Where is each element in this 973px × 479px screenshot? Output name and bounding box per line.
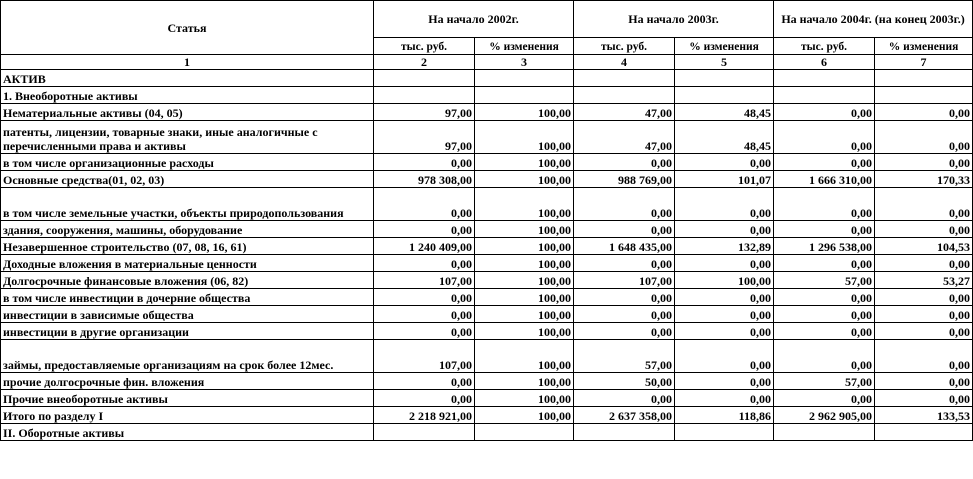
value-2004-pct: 170,33 xyxy=(875,171,973,188)
row-label: патенты, лицензии, товарные знаки, иные аналогичные с перечисленными права и активы xyxy=(1,121,374,154)
table-row xyxy=(1,121,973,154)
unit-pct-2003: % изменения xyxy=(675,38,774,55)
value-2004-rub xyxy=(774,70,875,87)
value-2004-pct: 0,00 xyxy=(875,255,973,272)
value-2004-pct xyxy=(875,424,973,441)
column-number: 4 xyxy=(574,55,675,70)
value-2003-pct: 48,45 xyxy=(675,104,774,121)
value-2004-pct: 0,00 xyxy=(875,104,973,121)
value-2002-pct xyxy=(475,70,574,87)
unit-rub-2003: тыс. руб. xyxy=(574,38,675,55)
row-label: займы, предоставляемые организациям на срок более 12мес. xyxy=(1,340,374,373)
value-2003-pct: 0,00 xyxy=(675,154,774,171)
value-2004-rub: 0,00 xyxy=(774,289,875,306)
row-label: Итого по разделу I xyxy=(1,407,374,424)
row-label: Прочие внеоборотные активы xyxy=(1,390,374,407)
unit-rub-2004: тыс. руб. xyxy=(774,38,875,55)
value-2004-pct: 0,00 xyxy=(875,221,973,238)
value-2002-rub: 0,00 xyxy=(374,154,475,171)
table-row xyxy=(1,289,973,306)
value-2004-rub: 0,00 xyxy=(774,221,875,238)
value-2003-pct: 101,07 xyxy=(675,171,774,188)
value-2004-pct xyxy=(875,87,973,104)
value-2004-rub: 0,00 xyxy=(774,323,875,340)
value-2004-pct: 0,00 xyxy=(875,390,973,407)
column-number: 1 xyxy=(1,55,374,70)
value-2004-rub: 0,00 xyxy=(774,154,875,171)
value-2003-rub: 107,00 xyxy=(574,272,675,289)
value-2002-pct: 100,00 xyxy=(475,154,574,171)
value-2003-rub: 47,00 xyxy=(574,121,675,154)
value-2004-pct: 0,00 xyxy=(875,289,973,306)
value-2003-pct xyxy=(675,424,774,441)
value-2004-pct: 0,00 xyxy=(875,121,973,154)
value-2003-rub: 57,00 xyxy=(574,340,675,373)
table-row xyxy=(1,272,973,289)
table-row xyxy=(1,87,973,104)
value-2002-rub: 97,00 xyxy=(374,104,475,121)
value-2003-rub xyxy=(574,424,675,441)
value-2002-rub: 0,00 xyxy=(374,289,475,306)
value-2004-pct: 0,00 xyxy=(875,373,973,390)
value-2004-rub: 0,00 xyxy=(774,340,875,373)
table-row xyxy=(1,306,973,323)
value-2002-rub: 0,00 xyxy=(374,390,475,407)
value-2003-rub: 47,00 xyxy=(574,104,675,121)
row-label: Нематериальные активы (04, 05) xyxy=(1,104,374,121)
value-2002-rub: 0,00 xyxy=(374,188,475,221)
value-2004-pct: 104,53 xyxy=(875,238,973,255)
value-2002-pct: 100,00 xyxy=(475,407,574,424)
table-row xyxy=(1,373,973,390)
value-2003-rub: 0,00 xyxy=(574,306,675,323)
value-2002-rub: 1 240 409,00 xyxy=(374,238,475,255)
row-label: инвестиции в зависимые общества xyxy=(1,306,374,323)
row-label: в том числе инвестиции в дочерние общества xyxy=(1,289,374,306)
value-2004-pct: 0,00 xyxy=(875,340,973,373)
table-row xyxy=(1,340,973,373)
value-2004-pct: 53,27 xyxy=(875,272,973,289)
period-2003-header: На начало 2003г. xyxy=(574,1,774,38)
value-2004-rub: 0,00 xyxy=(774,306,875,323)
value-2002-pct: 100,00 xyxy=(475,104,574,121)
value-2003-pct: 0,00 xyxy=(675,289,774,306)
value-2002-pct: 100,00 xyxy=(475,221,574,238)
value-2004-pct: 0,00 xyxy=(875,188,973,221)
value-2003-pct: 0,00 xyxy=(675,373,774,390)
table-row xyxy=(1,255,973,272)
value-2002-pct: 100,00 xyxy=(475,306,574,323)
header-row-periods xyxy=(1,1,973,38)
value-2003-rub: 0,00 xyxy=(574,188,675,221)
unit-pct-2002: % изменения xyxy=(475,38,574,55)
value-2004-rub: 0,00 xyxy=(774,121,875,154)
value-2002-rub xyxy=(374,70,475,87)
unit-pct-2004: % изменения xyxy=(875,38,973,55)
value-2003-pct: 0,00 xyxy=(675,221,774,238)
value-2004-rub: 2 962 905,00 xyxy=(774,407,875,424)
value-2002-pct: 100,00 xyxy=(475,289,574,306)
row-label: в том числе земельные участки, объекты природопользования xyxy=(1,188,374,221)
value-2003-pct: 48,45 xyxy=(675,121,774,154)
value-2003-pct: 118,86 xyxy=(675,407,774,424)
table-row xyxy=(1,238,973,255)
period-2002-header: На начало 2002г. xyxy=(374,1,574,38)
value-2003-pct: 100,00 xyxy=(675,272,774,289)
value-2003-rub: 2 637 358,00 xyxy=(574,407,675,424)
value-2002-rub: 107,00 xyxy=(374,340,475,373)
table-row xyxy=(1,154,973,171)
table-row xyxy=(1,323,973,340)
value-2002-rub: 0,00 xyxy=(374,255,475,272)
value-2003-rub: 0,00 xyxy=(574,154,675,171)
value-2002-rub xyxy=(374,424,475,441)
value-2004-rub: 0,00 xyxy=(774,255,875,272)
value-2002-pct xyxy=(475,87,574,104)
value-2003-pct: 0,00 xyxy=(675,323,774,340)
value-2002-pct: 100,00 xyxy=(475,238,574,255)
value-2003-pct: 0,00 xyxy=(675,188,774,221)
value-2003-pct: 0,00 xyxy=(675,340,774,373)
value-2004-rub: 57,00 xyxy=(774,373,875,390)
row-label: в том числе организационные расходы xyxy=(1,154,374,171)
value-2003-rub: 0,00 xyxy=(574,390,675,407)
value-2002-rub: 0,00 xyxy=(374,221,475,238)
value-2002-pct xyxy=(475,424,574,441)
table-row xyxy=(1,407,973,424)
row-label: АКТИВ xyxy=(1,70,374,87)
row-label: Долгосрочные финансовые вложения (06, 82) xyxy=(1,272,374,289)
value-2003-rub xyxy=(574,70,675,87)
table-row xyxy=(1,188,973,221)
unit-rub-2002: тыс. руб. xyxy=(374,38,475,55)
column-number: 3 xyxy=(475,55,574,70)
column-number: 6 xyxy=(774,55,875,70)
value-2002-pct: 100,00 xyxy=(475,121,574,154)
value-2003-rub xyxy=(574,87,675,104)
value-2003-rub: 50,00 xyxy=(574,373,675,390)
row-label: инвестиции в другие организации xyxy=(1,323,374,340)
value-2002-pct: 100,00 xyxy=(475,171,574,188)
value-2004-pct: 0,00 xyxy=(875,154,973,171)
value-2002-pct: 100,00 xyxy=(475,390,574,407)
value-2002-pct: 100,00 xyxy=(475,373,574,390)
value-2002-pct: 100,00 xyxy=(475,255,574,272)
value-2004-rub: 0,00 xyxy=(774,390,875,407)
value-2004-pct: 0,00 xyxy=(875,306,973,323)
table-row xyxy=(1,221,973,238)
table-row xyxy=(1,424,973,441)
value-2002-pct: 100,00 xyxy=(475,272,574,289)
table-row xyxy=(1,104,973,121)
value-2004-pct: 133,53 xyxy=(875,407,973,424)
value-2003-rub: 0,00 xyxy=(574,289,675,306)
row-label: Доходные вложения в материальные ценности xyxy=(1,255,374,272)
value-2003-rub: 0,00 xyxy=(574,323,675,340)
row-label: здания, сооружения, машины, оборудование xyxy=(1,221,374,238)
table-row xyxy=(1,171,973,188)
column-number: 5 xyxy=(675,55,774,70)
table-row xyxy=(1,70,973,87)
article-header: Статья xyxy=(1,1,374,55)
column-number: 2 xyxy=(374,55,475,70)
value-2004-rub: 1 666 310,00 xyxy=(774,171,875,188)
value-2002-pct: 100,00 xyxy=(475,188,574,221)
value-2002-rub: 97,00 xyxy=(374,121,475,154)
value-2003-pct: 0,00 xyxy=(675,306,774,323)
value-2003-pct: 0,00 xyxy=(675,255,774,272)
value-2004-rub xyxy=(774,87,875,104)
column-number: 7 xyxy=(875,55,973,70)
value-2002-pct: 100,00 xyxy=(475,340,574,373)
value-2004-pct xyxy=(875,70,973,87)
row-label: Основные средства(01, 02, 03) xyxy=(1,171,374,188)
value-2003-rub: 0,00 xyxy=(574,221,675,238)
value-2002-rub: 0,00 xyxy=(374,306,475,323)
value-2002-rub: 0,00 xyxy=(374,373,475,390)
period-2004-header: На начало 2004г. (на конец 2003г.) xyxy=(774,1,973,38)
value-2004-pct: 0,00 xyxy=(875,323,973,340)
value-2003-rub: 1 648 435,00 xyxy=(574,238,675,255)
value-2003-rub: 988 769,00 xyxy=(574,171,675,188)
value-2002-rub: 978 308,00 xyxy=(374,171,475,188)
row-label: прочие долгосрочные фин. вложения xyxy=(1,373,374,390)
row-label: Незавершенное строительство (07, 08, 16, 61) xyxy=(1,238,374,255)
value-2003-pct xyxy=(675,70,774,87)
value-2002-rub: 0,00 xyxy=(374,323,475,340)
value-2002-rub: 107,00 xyxy=(374,272,475,289)
header-row-column-numbers xyxy=(1,55,973,70)
value-2002-rub xyxy=(374,87,475,104)
value-2004-rub: 1 296 538,00 xyxy=(774,238,875,255)
value-2004-rub: 0,00 xyxy=(774,188,875,221)
value-2004-rub xyxy=(774,424,875,441)
row-label: 1. Внеоборотные активы xyxy=(1,87,374,104)
value-2004-rub: 57,00 xyxy=(774,272,875,289)
table-row xyxy=(1,390,973,407)
value-2004-rub: 0,00 xyxy=(774,104,875,121)
value-2002-pct: 100,00 xyxy=(475,323,574,340)
value-2003-pct xyxy=(675,87,774,104)
row-label: II. Оборотные активы xyxy=(1,424,374,441)
value-2002-rub: 2 218 921,00 xyxy=(374,407,475,424)
value-2003-pct: 132,89 xyxy=(675,238,774,255)
value-2003-pct: 0,00 xyxy=(675,390,774,407)
value-2003-rub: 0,00 xyxy=(574,255,675,272)
